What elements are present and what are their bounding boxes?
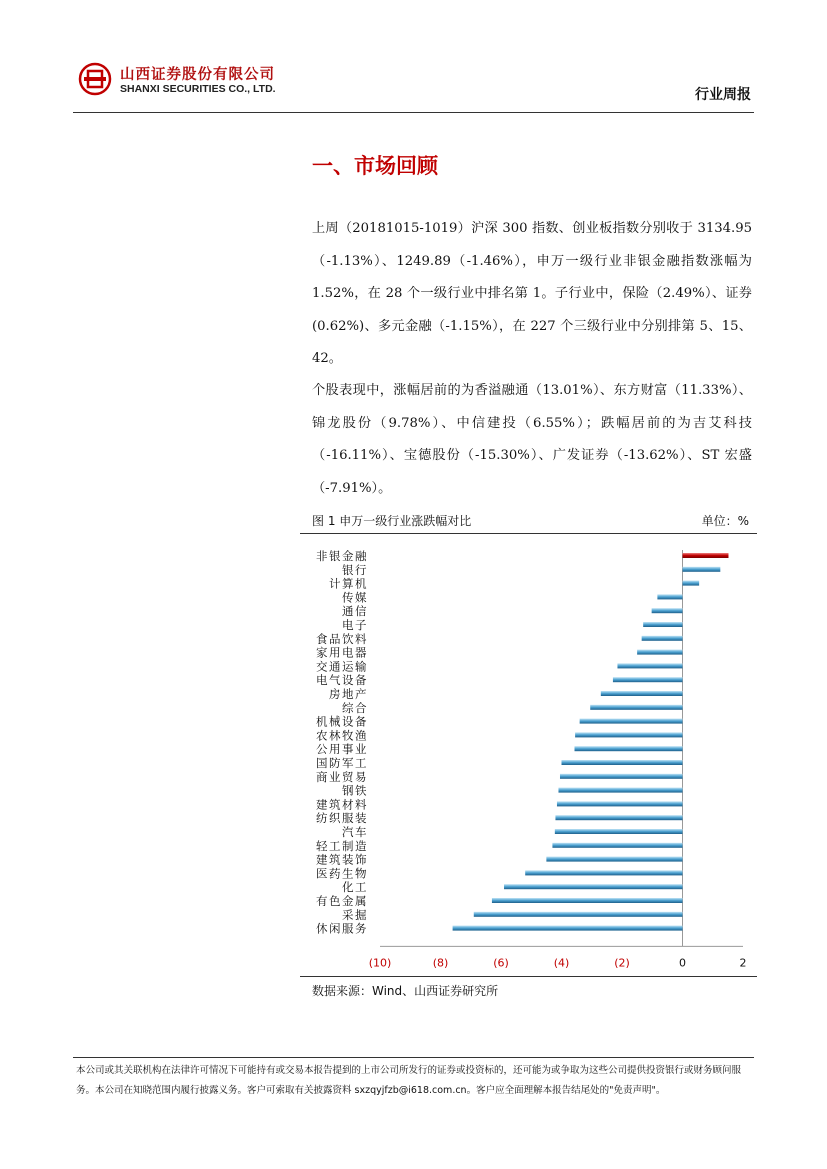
industry-return-chart	[300, 536, 757, 976]
footer-disclaimer: 本公司或其关联机构在法律许可情况下可能持有或交易本报告提到的上市公司所发行的证券或投资标的，还可能为或争取为这些公司提供投资银行或财务顾问服务。本公司在知晓范围内履行披露义务。客户可索取有关披露资料 sxzqyjfzb@i618.com.cn。客户应全面理解本报告结尾处的"免责声明"。	[76, 1065, 742, 1096]
category-label-16: 商业贸易	[316, 769, 368, 784]
bar-24	[504, 884, 682, 889]
figure-source: 数据来源：Wind、山西证券研究所	[312, 984, 499, 998]
bar-14	[575, 746, 683, 751]
category-label-3: 传媒	[342, 590, 368, 605]
bar-2	[683, 581, 700, 586]
figure-title: 图 1 申万一级行业涨跌幅对比	[312, 514, 472, 528]
category-label-4: 通信	[342, 604, 368, 619]
bar-17	[558, 788, 682, 793]
company-name-en: SHANXI SECURITIES CO., LTD.	[120, 83, 276, 95]
x-tick-label-3: (4)	[553, 956, 570, 970]
category-label-26: 采掘	[342, 907, 368, 922]
bar-19	[555, 815, 682, 820]
category-label-8: 交通运输	[316, 659, 368, 674]
bar-9	[613, 677, 683, 682]
x-tick-label-0: (10)	[368, 956, 392, 970]
bar-4	[652, 608, 683, 613]
bar-25	[492, 898, 683, 903]
bar-15	[562, 760, 683, 765]
x-tick-label-4: (2)	[614, 956, 630, 970]
x-tick-label-1: (8)	[432, 956, 449, 970]
company-name-cn: 山西证券股份有限公司	[120, 67, 275, 83]
x-tick-label-6: 2	[739, 956, 747, 970]
category-label-17: 钢铁	[342, 783, 368, 798]
bar-6	[642, 636, 683, 641]
category-label-12: 机械设备	[316, 714, 368, 729]
bar-16	[560, 774, 683, 779]
category-label-14: 公用事业	[316, 742, 368, 757]
category-label-23: 医药生物	[316, 866, 368, 881]
figure-unit: 单位：%	[701, 514, 749, 528]
category-label-6: 食品饮料	[316, 631, 368, 646]
category-label-20: 汽车	[342, 825, 368, 839]
category-label-7: 家用电器	[316, 645, 368, 660]
bar-0	[683, 553, 729, 558]
bar-3	[657, 594, 682, 599]
category-label-15: 国防军工	[316, 756, 368, 770]
figure-top-rule	[300, 533, 757, 534]
category-label-11: 综合	[342, 700, 368, 715]
x-tick-label-2: (6)	[493, 956, 509, 970]
report-type: 行业周报	[695, 87, 751, 103]
category-label-18: 建筑材料	[316, 797, 368, 812]
header-divider	[73, 112, 754, 113]
section-title: 一、市场回顾	[312, 154, 438, 178]
bar-21	[552, 843, 682, 848]
bar-7	[637, 650, 682, 655]
bar-10	[601, 691, 683, 696]
category-label-21: 轻工制造	[316, 838, 368, 853]
bar-27	[453, 926, 683, 931]
bar-5	[643, 622, 682, 627]
bar-11	[590, 705, 682, 710]
bar-18	[557, 801, 683, 806]
category-label-10: 房地产	[329, 687, 368, 701]
figure-bottom-rule	[300, 976, 757, 977]
category-label-25: 有色金属	[316, 894, 368, 908]
bar-20	[555, 829, 683, 834]
category-label-1: 银行	[342, 562, 368, 577]
bar-12	[580, 719, 683, 724]
bar-26	[474, 912, 683, 917]
category-label-5: 电子	[342, 618, 368, 632]
category-label-27: 休闲服务	[316, 921, 368, 936]
category-label-19: 纺织服装	[316, 811, 368, 826]
category-label-22: 建筑装饰	[316, 852, 368, 867]
x-tick-label-5: 0	[679, 956, 686, 970]
company-logo	[78, 62, 112, 96]
bar-22	[546, 857, 682, 862]
bar-1	[683, 567, 721, 572]
category-label-9: 电气设备	[316, 673, 368, 688]
paragraph-stock-performance: 个股表现中，涨幅居前的为香溢融通（13.01%）、东方财富（11.33%）、锦龙股份（9.78%）、中信建投（6.55%）；跌幅居前的为吉艾科技（-16.11%）、宝德股份（-15.30%）、广发证券（-13.62%）、ST 宏盛（-7.91%）。	[312, 383, 752, 496]
category-label-13: 农林牧渔	[316, 728, 368, 743]
category-label-24: 化工	[342, 880, 368, 895]
category-label-2: 计算机	[329, 576, 368, 591]
category-label-0: 非银金融	[316, 549, 368, 563]
bar-8	[617, 663, 682, 668]
footer-divider	[73, 1057, 754, 1058]
bar-13	[575, 732, 682, 737]
paragraph-market-review: 上周（20181015-1019）沪深 300 指数、创业板指数分别收于 3134.95（-1.13%）、1249.89（-1.46%），申万一级行业非银金融指数涨幅为 1.52%，在 28 个一级行业中排名第 1。子行业中，保险（2.49%）、证券(0.62%)、多元金融（-1.15%），在 227 个三级行业中分别排第 5、15、42。	[312, 221, 752, 366]
bar-23	[525, 870, 682, 875]
